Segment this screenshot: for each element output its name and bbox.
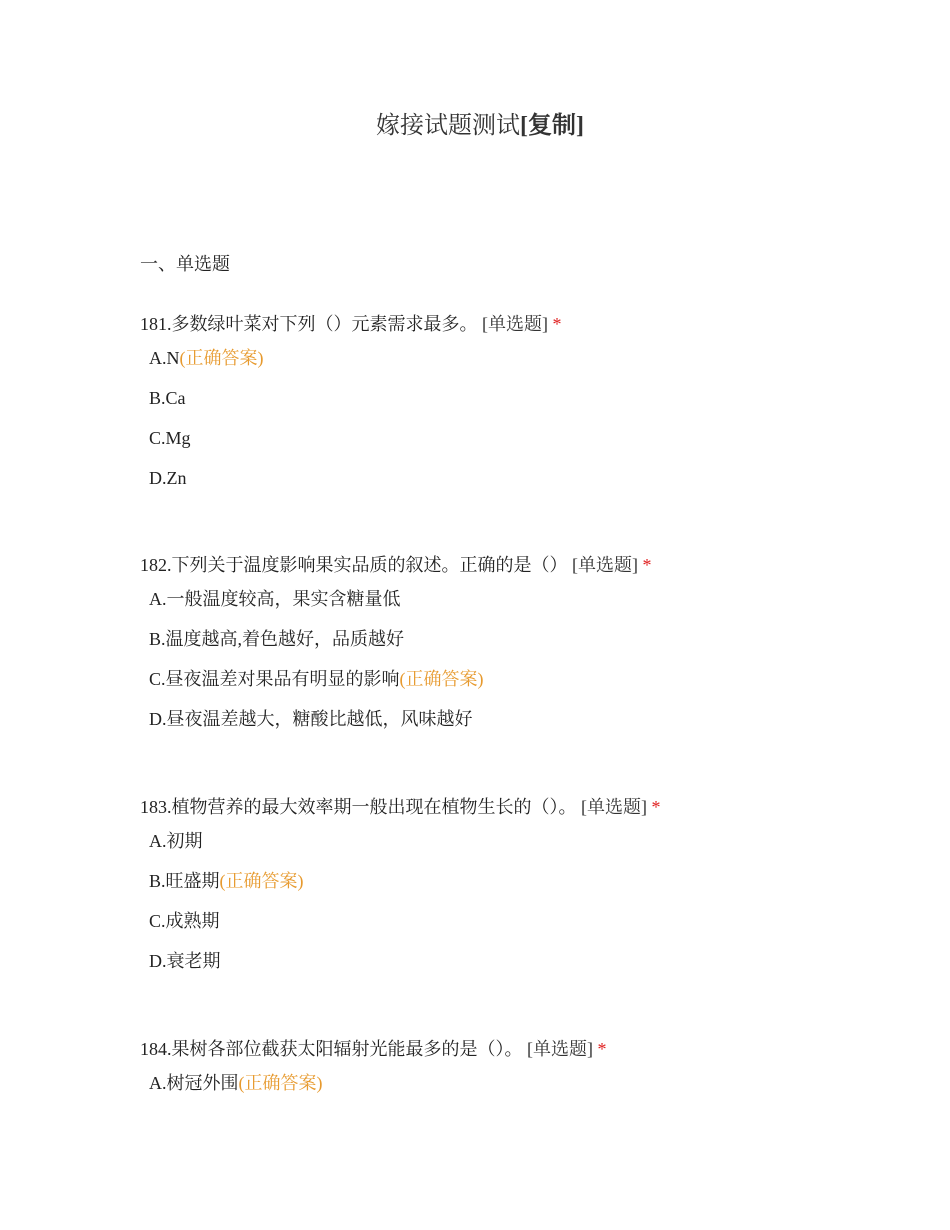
required-mark: *: [552, 314, 562, 334]
question-text: [140, 553, 900, 577]
option-list: [140, 587, 900, 747]
option-list: [140, 346, 900, 506]
option-d: [149, 707, 900, 747]
question-type: [单选题]: [527, 1039, 593, 1059]
question-type: [单选题]: [572, 555, 638, 575]
correct-answer-tag: (正确答案): [399, 669, 484, 689]
question-text: [140, 312, 900, 336]
question-stem: 182.下列关于温度影响果实品质的叙述。正确的是（）: [140, 555, 568, 575]
question-stem: 184.果树各部位截获太阳辐射光能最多的是（）。: [140, 1039, 523, 1059]
option-label: C.昼夜温差对果品有明显的影响: [149, 669, 400, 689]
option-label: D.Zn: [149, 468, 187, 488]
option-label: A.一般温度较高，果实含糖量低: [149, 589, 401, 609]
option-label: A.初期: [149, 831, 203, 851]
section-heading: 一、单选题: [140, 254, 230, 274]
correct-answer-tag: (正确答案): [179, 348, 264, 368]
page-title: [0, 110, 950, 142]
correct-answer-tag: (正确答案): [219, 871, 304, 891]
question-stem: 181.多数绿叶菜对下列（）元素需求最多。: [140, 314, 478, 334]
option-label: C.Mg: [149, 428, 191, 448]
question-183: [140, 795, 900, 989]
option-d: [149, 466, 900, 506]
required-mark: *: [651, 797, 661, 817]
option-label: B.旺盛期: [149, 871, 220, 891]
option-list: [140, 1071, 900, 1111]
question-184: [140, 1037, 900, 1111]
option-list: [140, 829, 900, 989]
question-type: [单选题]: [482, 314, 548, 334]
question-182: [140, 553, 900, 747]
question-text: [140, 795, 900, 819]
option-label: D.衰老期: [149, 951, 221, 971]
option-a: [149, 587, 900, 627]
question-stem: 183.植物营养的最大效率期一般出现在植物生长的（）。: [140, 797, 577, 817]
option-b: [149, 627, 900, 667]
question-181: [140, 312, 900, 506]
option-b: [149, 869, 900, 909]
option-label: B.Ca: [149, 388, 186, 408]
option-label: C.成熟期: [149, 911, 220, 931]
option-c: [149, 426, 900, 466]
option-a: [149, 346, 900, 386]
question-type: [单选题]: [581, 797, 647, 817]
option-label: D.昼夜温差越大，糖酸比越低，风味越好: [149, 709, 473, 729]
option-b: [149, 386, 900, 426]
required-mark: *: [642, 555, 652, 575]
option-d: [149, 949, 900, 989]
question-text: [140, 1037, 900, 1061]
option-label: B.温度越高,着色越好，品质越好: [149, 629, 405, 649]
option-label: A.N: [149, 348, 180, 368]
option-a: [149, 1071, 900, 1111]
option-c: [149, 909, 900, 949]
title-suffix: [复制]: [520, 113, 584, 139]
option-a: [149, 829, 900, 869]
required-mark: *: [597, 1039, 607, 1059]
option-label: A.树冠外围: [149, 1073, 239, 1093]
correct-answer-tag: (正确答案): [238, 1073, 323, 1093]
title-main: 嫁接试题测试: [376, 113, 520, 139]
option-c: [149, 667, 900, 707]
